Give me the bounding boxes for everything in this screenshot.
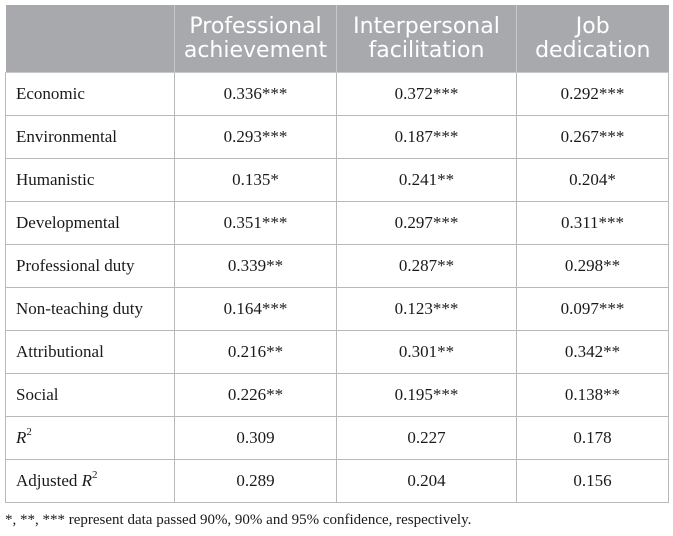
cell-value: 0.301**	[337, 331, 517, 374]
cell-value: 0.289	[175, 460, 337, 503]
table-row	[6, 460, 669, 503]
cell-value: 0.342**	[517, 331, 669, 374]
row-label: Environmental	[6, 116, 175, 159]
row-label: Economic	[6, 73, 175, 116]
row-label: Non-teaching duty	[6, 288, 175, 331]
label-italic: R	[16, 428, 27, 447]
cell-value: 0.226**	[175, 374, 337, 417]
cell-value: 0.164***	[175, 288, 337, 331]
table-header-row	[6, 5, 669, 73]
header-cell-empty	[6, 5, 175, 73]
cell-value: 0.204	[337, 460, 517, 503]
cell-value: 0.309	[175, 417, 337, 460]
cell-value: 0.287**	[337, 245, 517, 288]
row-label: Humanistic	[6, 159, 175, 202]
row-label: Developmental	[6, 202, 175, 245]
cell-value: 0.216**	[175, 331, 337, 374]
table-row	[6, 116, 669, 159]
table-row	[6, 202, 669, 245]
cell-value: 0.135*	[175, 159, 337, 202]
header-professional-achievement: Professional achievement	[175, 5, 337, 73]
cell-value: 0.372***	[337, 73, 517, 116]
table-row	[6, 331, 669, 374]
row-label-r-squared	[6, 417, 175, 460]
header-interpersonal-facilitation: Interpersonal facilitation	[337, 5, 517, 73]
row-label-adjusted-r-squared	[6, 460, 175, 503]
cell-value: 0.311***	[517, 202, 669, 245]
cell-value: 0.241**	[337, 159, 517, 202]
cell-value: 0.123***	[337, 288, 517, 331]
cell-value: 0.097***	[517, 288, 669, 331]
cell-value: 0.267***	[517, 116, 669, 159]
row-label: Professional duty	[6, 245, 175, 288]
table-row	[6, 288, 669, 331]
cell-value: 0.195***	[337, 374, 517, 417]
cell-value: 0.297***	[337, 202, 517, 245]
cell-value: 0.339**	[175, 245, 337, 288]
cell-value: 0.204*	[517, 159, 669, 202]
table-footnote: *, **, *** represent data passed 90%, 90% and 95% confidence, respectively.	[5, 512, 472, 528]
table-row	[6, 159, 669, 202]
table-row	[6, 73, 669, 116]
label-superscript: 2	[92, 469, 98, 482]
label-prefix: Adjusted	[16, 471, 82, 490]
cell-value: 0.351***	[175, 202, 337, 245]
cell-value: 0.298**	[517, 245, 669, 288]
table-row	[6, 245, 669, 288]
cell-value: 0.187***	[337, 116, 517, 159]
label-italic: R	[81, 471, 93, 490]
row-label: Attributional	[6, 331, 175, 374]
row-label: Social	[6, 374, 175, 417]
cell-value: 0.292***	[517, 73, 669, 116]
cell-value: 0.336***	[175, 73, 337, 116]
cell-value: 0.293***	[175, 116, 337, 159]
label-superscript: 2	[26, 426, 32, 439]
header-job-dedication: Job dedication	[517, 5, 669, 73]
cell-value: 0.178	[517, 417, 669, 460]
cell-value: 0.138**	[517, 374, 669, 417]
cell-value: 0.156	[517, 460, 669, 503]
cell-value: 0.227	[337, 417, 517, 460]
results-table-container	[5, 5, 668, 503]
table-row	[6, 417, 669, 460]
table-row	[6, 374, 669, 417]
results-table	[5, 5, 669, 503]
